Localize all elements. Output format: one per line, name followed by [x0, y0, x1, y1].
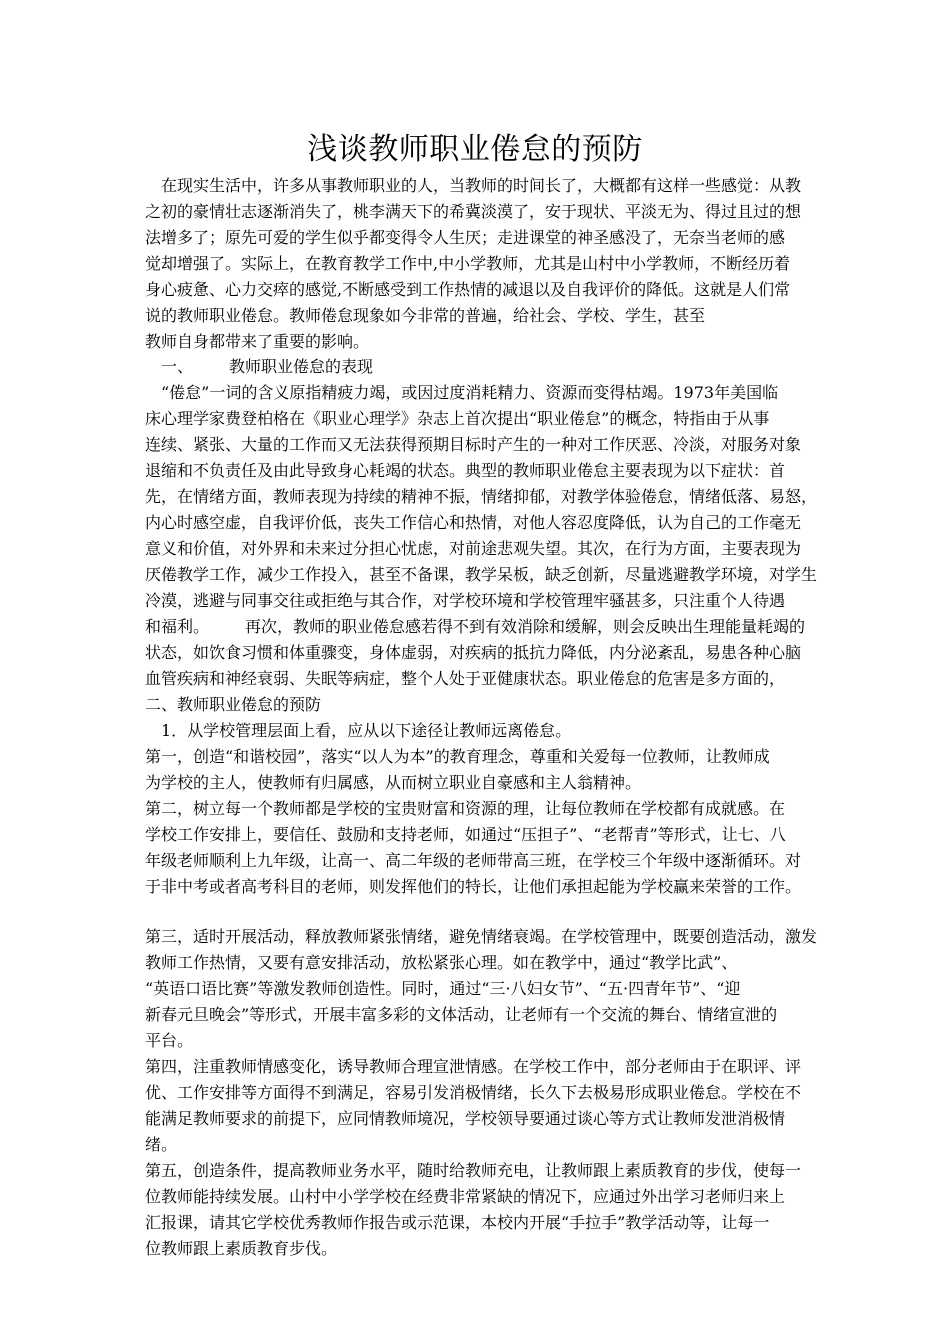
paragraph-line: 第四，注重教师情感变化，诱导教师合理宣泄情感。在学校工作中，部分老师由于在职评、评: [145, 1057, 802, 1076]
paragraph-line: [145, 616, 805, 638]
paragraph-line: 绪。: [145, 1135, 178, 1154]
paragraph-line: 汇报课，请其它学校优秀教师作报告或示范课，本校内开展“手拉手”教学活动等，让每一: [145, 1213, 770, 1232]
paragraph-line: 法增多了；原先可爱的学生似乎都变得令人生厌；走进课堂的神圣感没了，无奈当老师的感: [145, 228, 786, 247]
paragraph-line: 第三，适时开展活动，释放教师紧张情绪，避免情绪衰竭。在学校管理中，既要创造活动，激发: [145, 927, 818, 946]
paragraph-line: 教师工作热情，又要有意安排活动，放松紧张心理。如在教学中，通过“教学比武”、: [145, 953, 738, 972]
paragraph-line: 床心理学家费登柏格在《职业心理学》杂志上首次提出“职业倦怠”的概念，特指由于从事: [145, 409, 770, 428]
section-heading-1: [145, 356, 373, 378]
line-continuation: 再次，教师的职业倦怠感若得不到有效消除和缓解，则会反映出生理能量耗竭的: [245, 617, 806, 636]
section-heading-text: 教师职业倦怠的表现: [229, 357, 374, 376]
paragraph-line: 教师自身都带来了重要的影响。: [145, 332, 370, 351]
section-number: 一、: [145, 357, 194, 376]
paragraph-line: 学校工作安排上，要信任、鼓励和支持老师，如通过“压担子”、“老帮青”等形式，让七、八: [145, 825, 786, 844]
paragraph-line: 能满足教师要求的前提下，应同情教师境况，学校领导要通过谈心等方式让教师发泄消极情: [145, 1109, 786, 1128]
paragraph-line: 在现实生活中，许多从事教师职业的人，当教师的时间长了，大概都有这样一些感觉：从教: [145, 176, 802, 195]
subsection-heading: 1．从学校管理层面上看，应从以下途径让教师远离倦怠。: [145, 721, 572, 740]
paragraph-line: 觉却增强了。实际上，在教育教学工作中,中小学教师，尤其是山村中小学教师，不断经历着: [145, 254, 791, 273]
paragraph-line: 第一，创造“和谐校园”，落实“以人为本”的教育理念，尊重和关爱每一位教师，让教师成: [145, 747, 770, 766]
paragraph-line: 新春元旦晚会”等形式，开展丰富多彩的文体活动，让老师有一个交流的舞台、情绪宣泄的: [145, 1005, 778, 1024]
paragraph-line: 状态，如饮食习惯和体重骤变，身体虚弱，对疾病的抵抗力降低，内分泌紊乱，易患各种心脑: [145, 643, 802, 662]
paragraph-line: “倦怠”一词的含义原指精疲力竭，或因过度消耗精力、资源而变得枯竭。1973年美国临: [145, 383, 779, 402]
paragraph-line: 意义和价值，对外界和未来过分担心忧虑，对前途悲观失望。其次，在行为方面，主要表现为: [145, 539, 802, 558]
paragraph-line: 退缩和不负责任及由此导致身心耗竭的状态。典型的教师职业倦怠主要表现为以下症状：首: [145, 461, 786, 480]
paragraph-line: 血管疾病和神经衰弱、失眠等病症，整个人处于亚健康状态。职业倦怠的危害是多方面的，: [145, 669, 786, 688]
paragraph-line: 内心时感空虚，自我评价低，丧失工作信心和热情，对他人容忍度降低，认为自己的工作毫无: [145, 513, 802, 532]
section-heading-2: 二、教师职业倦怠的预防: [145, 695, 322, 714]
paragraph-line: 冷漠，逃避与同事交往或拒绝与其合作，对学校环境和学校管理牢骚甚多，只注重个人待遇: [145, 591, 786, 610]
paragraph-line: “英语口语比赛”等激发教师创造性。同时，通过“三·八妇女节”、“五·四青年节”、“迎: [145, 979, 741, 998]
document-title: 浅谈教师职业倦怠的预防: [307, 132, 643, 167]
paragraph-line: 第二，树立每一个教师都是学校的宝贵财富和资源的理，让每位教师在学校都有成就感。在: [145, 799, 786, 818]
paragraph-line: 之初的豪情壮志逐渐消失了，桃李满天下的希冀淡漠了，安于现状、平淡无为、得过且过的想: [145, 202, 802, 221]
paragraph-line: 位教师能持续发展。山村中小学学校在经费非常紧缺的情况下，应通过外出学习老师归来上: [145, 1187, 786, 1206]
paragraph-line: 平台。: [145, 1031, 194, 1050]
paragraph-line: 第五，创造条件，提高教师业务水平，随时给教师充电，让教师跟上素质教育的步伐，使每一: [145, 1161, 802, 1180]
paragraph-line: 优、工作安排等方面得不到满足，容易引发消极情绪，长久下去极易形成职业倦怠。学校在不: [145, 1083, 802, 1102]
paragraph-line: 厌倦教学工作，减少工作投入，甚至不备课，教学呆板，缺乏创新，尽量逃避教学环境，对学生: [145, 565, 818, 584]
paragraph-line: 身心疲惫、心力交瘁的感觉,不断感受到工作热情的减退以及自我评价的降低。这就是人们常: [145, 280, 791, 299]
paragraph-line: 说的教师职业倦怠。教师倦怠现象如今非常的普遍，给社会、学校、学生，甚至: [145, 306, 706, 325]
line-start: 和福利。: [145, 617, 210, 636]
paragraph-line: 年级老师顺利上九年级，让高一、高二年级的老师带高三班，在学校三个年级中逐渐循环。对: [145, 851, 802, 870]
paragraph-line: 连续、紧张、大量的工作而又无法获得预期目标时产生的一种对工作厌恶、冷淡，对服务对象: [145, 435, 802, 454]
paragraph-line: 先，在情绪方面，教师表现为持续的精神不振，情绪抑郁，对教学体验倦怠，情绪低落、易怒，: [145, 487, 818, 506]
paragraph-line: 为学校的主人，使教师有归属感，从而树立职业自豪感和主人翁精神。: [145, 773, 642, 792]
paragraph-line: 于非中考或者高考科目的老师，则发挥他们的特长，让他们承担起能为学校赢来荣誉的工作。: [145, 877, 802, 896]
paragraph-line: 位教师跟上素质教育步伐。: [145, 1239, 338, 1258]
